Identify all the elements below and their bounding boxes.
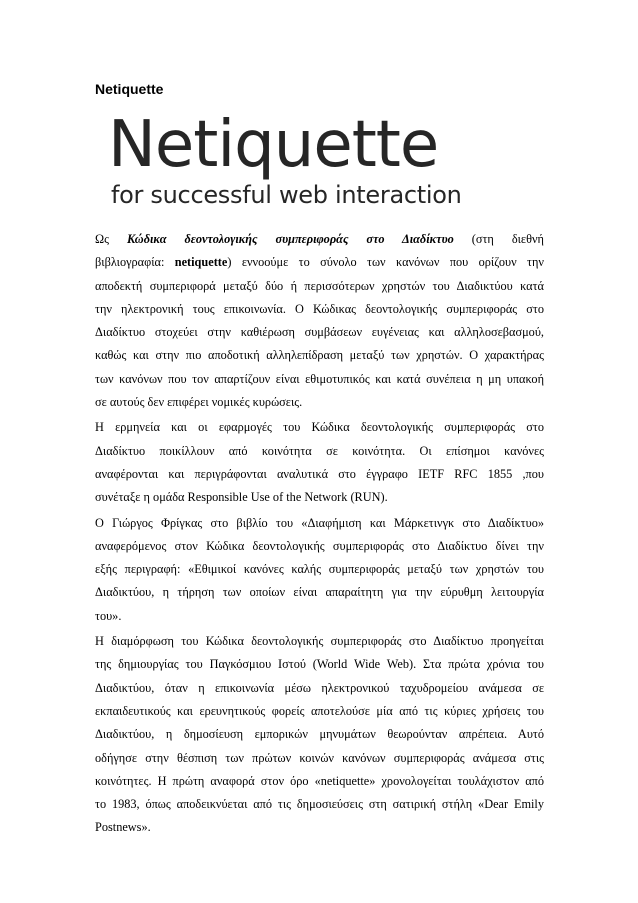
paragraph: [95, 416, 544, 509]
text-run: Διαδικτύου, όταν η επικοινωνία μέσω ηλεκτρονικού ταχυδρομείου ανάμεσα σε: [95, 680, 544, 695]
text-line: [95, 535, 544, 558]
text-run: Διαδίκτυο στοχεύει στην καθιέρωση συμβάσεων ευγένειας και αλληλοσεβασμού,: [95, 325, 544, 340]
text-run: την ηλεκτρονική τους επικοινωνία. Ο Κώδικας δεοντολογικής συμπεριφοράς στο: [95, 301, 544, 316]
emphasized-text: Κώδικα δεοντολογικής συμπεριφοράς στο Διαδίκτυο: [126, 232, 454, 246]
text-line: [95, 228, 544, 251]
text-line: [95, 440, 544, 463]
text-line: [95, 816, 544, 839]
text-line: [95, 581, 544, 604]
text-line: [95, 747, 544, 770]
text-line: [95, 770, 544, 793]
text-run: Η ερμηνεία και οι εφαρμογές του Κώδικα δεοντολογικής συμπεριφοράς στο: [95, 420, 544, 435]
text-line: [95, 344, 544, 367]
text-run: Η διαμόρφωση του Κώδικα δεοντολογικής συμπεριφοράς στο Διαδίκτυο προηγείται: [95, 634, 544, 649]
text-run: Postnews».: [95, 820, 151, 835]
text-line: [95, 321, 544, 344]
text-line: [95, 416, 544, 439]
text-line: [95, 605, 544, 628]
emphasized-text: netiquette: [174, 255, 228, 270]
banner-title: Netiquette: [108, 108, 439, 182]
text-run: οδήγησε στην θέσπιση των πρώτων κοινών κανόνων συμπεριφοράς ανάμεσα στις: [95, 750, 544, 765]
text-line: [95, 630, 544, 653]
text-run: αναφέρονται και περιγράφονται αναλυτικά στο έγγραφο IETF RFC 1855 ,που: [95, 466, 544, 481]
text-run: Διαδικτύου, η τήρηση των οποίων είναι απαραίτητη για την εύρυθμη λειτουργία: [95, 585, 544, 600]
text-run: Ως: [95, 232, 127, 246]
text-line: [95, 723, 544, 746]
text-line: [95, 463, 544, 486]
text-line: [95, 653, 544, 676]
text-run: εξής περιγραφή: «Εθιμικοί κανόνες καλής συμπεριφοράς μεταξύ των χρηστών του: [95, 562, 544, 577]
text-line: [95, 298, 544, 321]
text-run: του».: [95, 608, 122, 623]
text-run: το 1983, όπως αποδεικνύεται από τις δημοσιεύσεις στη σατιρική στήλη «Dear Emily: [95, 797, 544, 812]
article-body: [95, 228, 544, 840]
paragraph: [95, 630, 544, 840]
text-line: [95, 368, 544, 391]
text-line: [95, 677, 544, 700]
text-run: των κανόνων που τον απαρτίζουν είναι εθιμοτυπικός και κατά συνέπεια η μη υπακοή: [95, 371, 544, 386]
text-run: κοινότητες. Η πρώτη αναφορά στον όρο «netiquette» χρονολογείται τουλάχιστον από: [95, 773, 544, 788]
document-heading: Netiquette: [95, 81, 164, 97]
text-run: εκπαιδευτικούς και ερευνητικούς φορείς αποτελούσε μία από τις κύριες χρήσεις του: [95, 703, 544, 718]
banner-subtitle: for successful web interaction: [111, 181, 462, 209]
text-line: [95, 486, 544, 509]
text-run: βιβλιογραφία:: [95, 255, 175, 270]
text-run: ) εννοούμε το σύνολο των κανόνων που ορίζουν την: [227, 255, 544, 270]
text-line: [95, 558, 544, 581]
text-run: Διαδίκτυο ποικίλλουν από κοινότητα σε κοινότητα. Οι επίσημοι κανόνες: [95, 443, 544, 458]
text-run: της δημιουργίας του Παγκόσμιου Ιστού (World Wide Web). Στα πρώτα χρόνια του: [95, 657, 544, 672]
text-line: [95, 251, 544, 274]
text-run: αναφερόμενος στον Κώδικα δεοντολογικής συμπεριφοράς στο Διαδίκτυο δίνει την: [95, 538, 544, 553]
text-line: [95, 700, 544, 723]
paragraph: [95, 512, 544, 628]
text-run: συνέταξε η ομάδα Responsible Use of the Network (RUN).: [95, 490, 388, 505]
text-run: αποδεκτή συμπεριφορά μεταξύ δύο ή περισσότερων χρηστών του Διαδικτύου κατά: [95, 278, 544, 293]
text-run: Ο Γιώργος Φρίγκας στο βιβλίο του «Διαφήμιση και Μάρκετινγκ στο Διαδίκτυο»: [95, 515, 544, 530]
text-run: καθώς και στην πιο αποδοτική αλληλεπίδραση μεταξύ των χρηστών. Ο χαρακτήρας: [95, 348, 544, 363]
text-run: Διαδικτύου, η δημοσίευση εμπορικών μηνυμάτων θεωρούνταν απρέπεια. Αυτό: [95, 727, 544, 742]
text-line: [95, 512, 544, 535]
netiquette-banner-image: [108, 108, 528, 213]
text-run: (στη διεθνή: [453, 232, 544, 246]
paragraph: [95, 228, 544, 414]
text-line: [95, 391, 544, 414]
text-line: [95, 275, 544, 298]
text-run: σε αυτούς δεν επιφέρει νομικές κυρώσεις.: [95, 395, 303, 410]
text-line: [95, 793, 544, 816]
